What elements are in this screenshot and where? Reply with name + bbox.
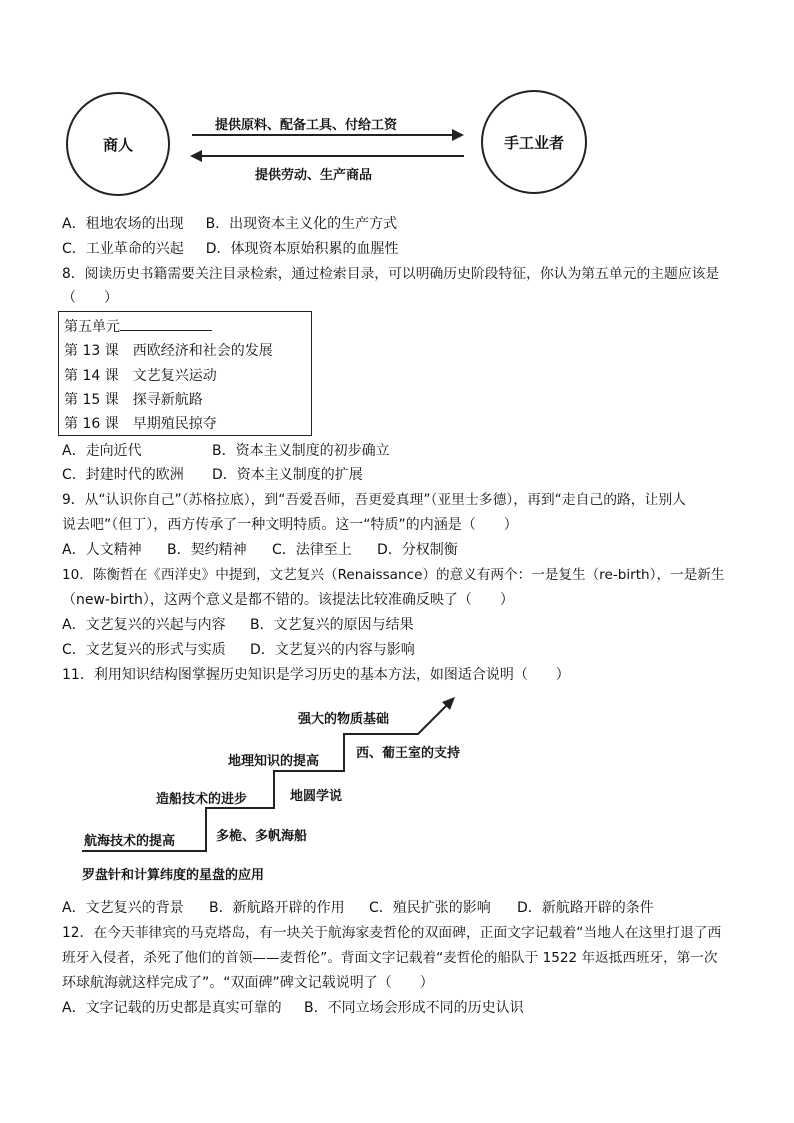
arrow-right-head <box>452 129 464 141</box>
q7-options-row1 <box>62 214 397 234</box>
q12-option-a: A．文字记载的历史都是真实可靠的 <box>62 1000 282 1016</box>
q10-stem-line2: （new-birth），这两个意义是都不错的。该提法比较准确反映了（ ） <box>62 592 514 608</box>
merchant-artisan-diagram <box>60 84 590 202</box>
lesson-14: 第 14 课 文艺复兴运动 <box>64 368 217 384</box>
unit-heading: 第五单元 <box>64 316 212 337</box>
arrow-left-label: 提供劳动、生产商品 <box>255 168 373 183</box>
q11-option-a: A．文艺复兴的背景 <box>62 900 184 916</box>
step3-bottom: 地圆学说 <box>290 789 343 804</box>
q11-options <box>62 898 654 918</box>
q12-stem-line2: 班牙入侵者，杀死了他们的首领——麦哲伦”。背面文字记载着“麦哲伦的船队于 1522 年返抵西班牙，第一次 <box>62 950 718 966</box>
q9-option-c: C．法律至上 <box>272 542 352 558</box>
q8-stem-line2: （ ） <box>62 290 118 306</box>
step2-bottom: 多桅、多帆海船 <box>216 829 308 844</box>
q8-stem-line1: 8．阅读历史书籍需要关注目录检索，通过检索目录，可以明确历史阶段特征，你认为第五单元的主题应该是 <box>62 266 720 282</box>
q10-options-row1 <box>62 615 414 635</box>
staircase-lines <box>78 688 478 888</box>
step1-bottom: 罗盘针和计算纬度的星盘的应用 <box>82 868 265 883</box>
artisan-label: 手工业者 <box>503 133 564 152</box>
step1-top: 航海技术的提高 <box>84 834 176 849</box>
lesson-13: 第 13 课 西欧经济和社会的发展 <box>64 343 273 359</box>
q12-options-row1 <box>62 998 524 1018</box>
q10-option-a: A．文艺复兴的兴起与内容 <box>62 617 226 633</box>
arrow-right-label: 提供原料、配备工具、付给工资 <box>215 118 398 133</box>
q10-option-b: B．文艺复兴的原因与结果 <box>250 617 414 633</box>
lesson-15: 第 15 课 探寻新航路 <box>64 392 203 408</box>
q8-option-d: D．资本主义制度的扩展 <box>212 467 363 483</box>
lesson-16: 第 16 课 早期殖民掠夺 <box>64 416 217 432</box>
step4-bottom: 西、葡王室的支持 <box>356 746 461 761</box>
q7-option-b: B．出现资本主义化的生产方式 <box>205 216 398 232</box>
q8-options-row1 <box>62 441 390 461</box>
q11-option-c: C．殖民扩张的影响 <box>369 900 491 916</box>
q12-option-b: B．不同立场会形成不同的历史认识 <box>304 1000 524 1016</box>
q11-stem: 11．利用知识结构图掌握历史知识是学习历史的基本方法，如图适合说明（ ） <box>62 667 570 683</box>
q8-option-b: B．资本主义制度的初步确立 <box>212 443 390 459</box>
q9-options <box>62 540 458 560</box>
q9-option-d: D．分权制衡 <box>377 542 458 558</box>
q8-option-a: A．走向近代 <box>62 443 142 459</box>
q12-stem-line1: 12．在今天菲律宾的马克塔岛，有一块关于航海家麦哲伦的双面碑，正面文字记载着“当地人在这里打退了西 <box>62 925 722 941</box>
q8-options-row2 <box>62 465 363 485</box>
unit-heading-blank <box>120 316 212 331</box>
q10-options-row2 <box>62 640 415 660</box>
q9-option-b: B．契约精神 <box>167 542 247 558</box>
q10-option-d: D．文艺复兴的内容与影响 <box>250 642 415 658</box>
step2-top: 造船技术的进步 <box>156 792 248 807</box>
q9-option-a: A．人文精神 <box>62 542 142 558</box>
step4-top: 强大的物质基础 <box>298 712 390 727</box>
q12-stem-line3: 环球航海就这样完成了”。“双面碑”碑文记载说明了（ ） <box>62 975 434 991</box>
unit-five-contents-box <box>58 311 312 436</box>
staircase-knowledge-diagram <box>78 688 478 888</box>
q7-options-row2 <box>62 239 399 259</box>
q10-stem-line1: 10．陈衡哲在《西洋史》中提到，文艺复兴（Renaissance）的意义有两个：一是复生（re-birth），一是新生 <box>62 567 725 583</box>
q11-option-d: D．新航路开辟的条件 <box>517 900 654 916</box>
q9-stem-line1: 9．从“认识你自己”（苏格拉底），到“吾爱吾师，吾更爱真理”（亚里士多德），再到“走自己的路，让别人 <box>62 492 686 508</box>
q7-option-d: D．体现资本原始积累的血腥性 <box>205 241 399 257</box>
step3-top: 地理知识的提高 <box>228 754 320 769</box>
q9-stem-line2: 说去吧”（但丁），西方传承了一种文明特质。这一“特质”的内涵是（ ） <box>62 517 518 533</box>
arrow-left-head <box>190 150 202 162</box>
q10-option-c: C．文艺复兴的形式与实质 <box>62 642 226 658</box>
merchant-label: 商人 <box>102 135 133 154</box>
q11-option-b: B．新航路开辟的作用 <box>209 900 345 916</box>
q7-option-a: A．租地农场的出现 <box>62 216 184 232</box>
q7-option-c: C．工业革命的兴起 <box>62 241 184 257</box>
diagram-arrows <box>60 84 590 202</box>
q8-option-c: C．封建时代的欧洲 <box>62 467 184 483</box>
